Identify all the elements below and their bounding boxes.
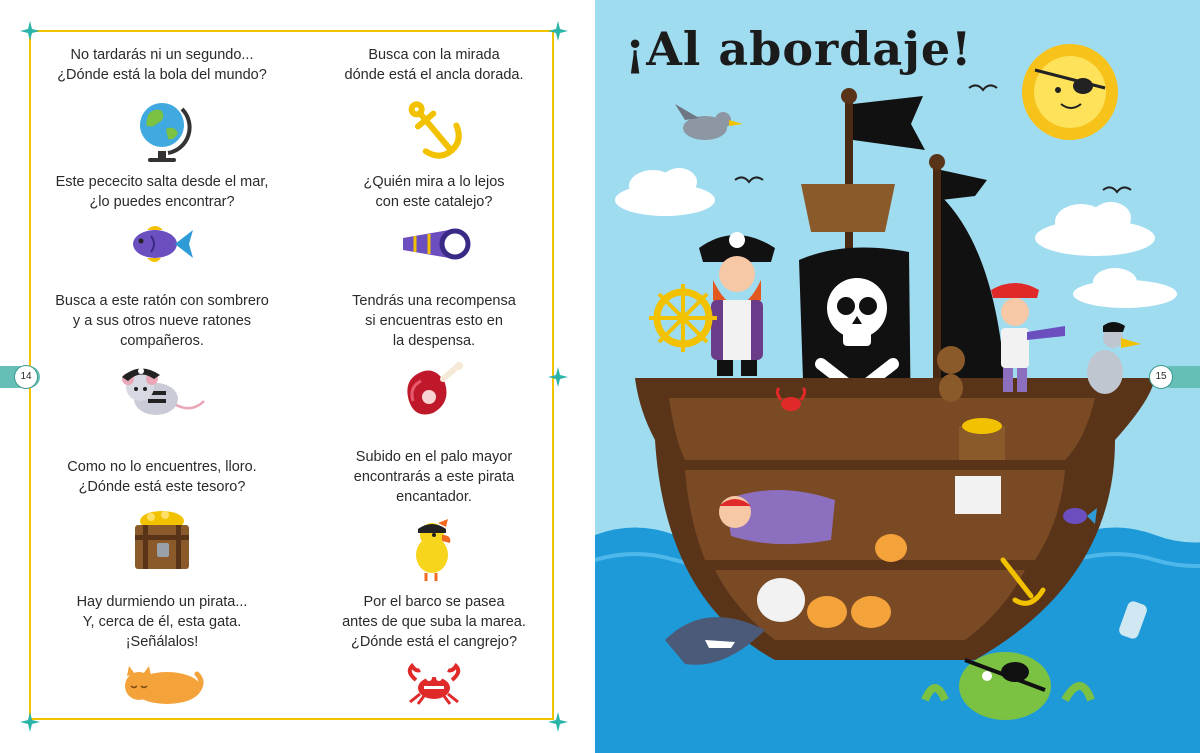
barrel [875, 534, 907, 562]
barrel [807, 596, 847, 628]
list-item [309, 291, 559, 421]
item-text: Busca a este ratón con sombrero y a sus otros nueve ratones compañeros. [55, 293, 269, 349]
page-number: 14 [14, 365, 38, 389]
left-page [0, 0, 595, 753]
list-item [37, 592, 287, 706]
pirate-mouse-icon [114, 361, 210, 421]
page-title: ¡Al abordaje! [625, 22, 973, 76]
item-text: No tardarás ni un segundo... ¿Dónde está la bola del mundo? [57, 47, 267, 83]
right-page [595, 0, 1200, 753]
crab-icon [402, 662, 466, 706]
item-text: Este pececito salta desde el mar, ¿lo puedes encontrar? [55, 174, 269, 210]
star-icon [546, 19, 570, 43]
list-item [309, 172, 559, 266]
pirate-parrot-icon [404, 517, 464, 583]
treasure-chest-icon [131, 507, 193, 573]
sack [757, 578, 805, 622]
pirate-ship-illustration [595, 0, 1200, 753]
anchor-icon [399, 95, 469, 165]
crows-nest [801, 184, 895, 232]
list-item [37, 172, 287, 266]
list-item [309, 592, 559, 706]
item-text: Busca con la mirada dónde está el ancla dorada. [344, 47, 524, 83]
item-text: Subido en el palo mayor encontrarás a este pirata encantador. [353, 449, 515, 505]
star-icon [18, 710, 42, 734]
page-number: 15 [1149, 365, 1173, 389]
ship-wheel [649, 284, 717, 352]
fish-icon [127, 222, 197, 266]
seagull-icon [675, 104, 743, 140]
list-item [37, 291, 287, 421]
pirate-captain [699, 232, 775, 376]
item-text: Como no lo encuentres, lloro. ¿Dónde está este tesoro? [67, 459, 257, 495]
bird-icon [735, 177, 763, 182]
telescope-icon [397, 222, 471, 266]
sleeping-cat-icon [117, 662, 207, 706]
item-text: Hay durmiendo un pirata... Y, cerca de él, esta gata. ¡Señálalos! [76, 594, 248, 650]
list-item [309, 447, 559, 583]
item-text: Tendrás una recompensa si encuentras esto en la despensa. [352, 293, 516, 349]
bird-icon [1103, 187, 1131, 192]
star-icon [546, 710, 570, 734]
barrel [851, 596, 891, 628]
cloud-icon [1073, 268, 1177, 308]
cloud-icon [615, 168, 715, 216]
map [955, 476, 1001, 514]
item-text: ¿Quién mira a lo lejos con este catalejo? [363, 174, 505, 210]
globe-icon [132, 95, 192, 165]
sun-icon [1022, 44, 1118, 140]
list-item [37, 457, 287, 573]
bird-icon [969, 85, 997, 90]
star-icon [18, 19, 42, 43]
item-text: Por el barco se pasea antes de que suba la marea. ¿Dónde está el cangrejo? [342, 594, 526, 650]
list-item [309, 45, 559, 165]
cloud-icon [1035, 202, 1155, 256]
list-item [37, 45, 287, 165]
ham-icon [399, 361, 469, 421]
pirate-flag [853, 96, 925, 150]
